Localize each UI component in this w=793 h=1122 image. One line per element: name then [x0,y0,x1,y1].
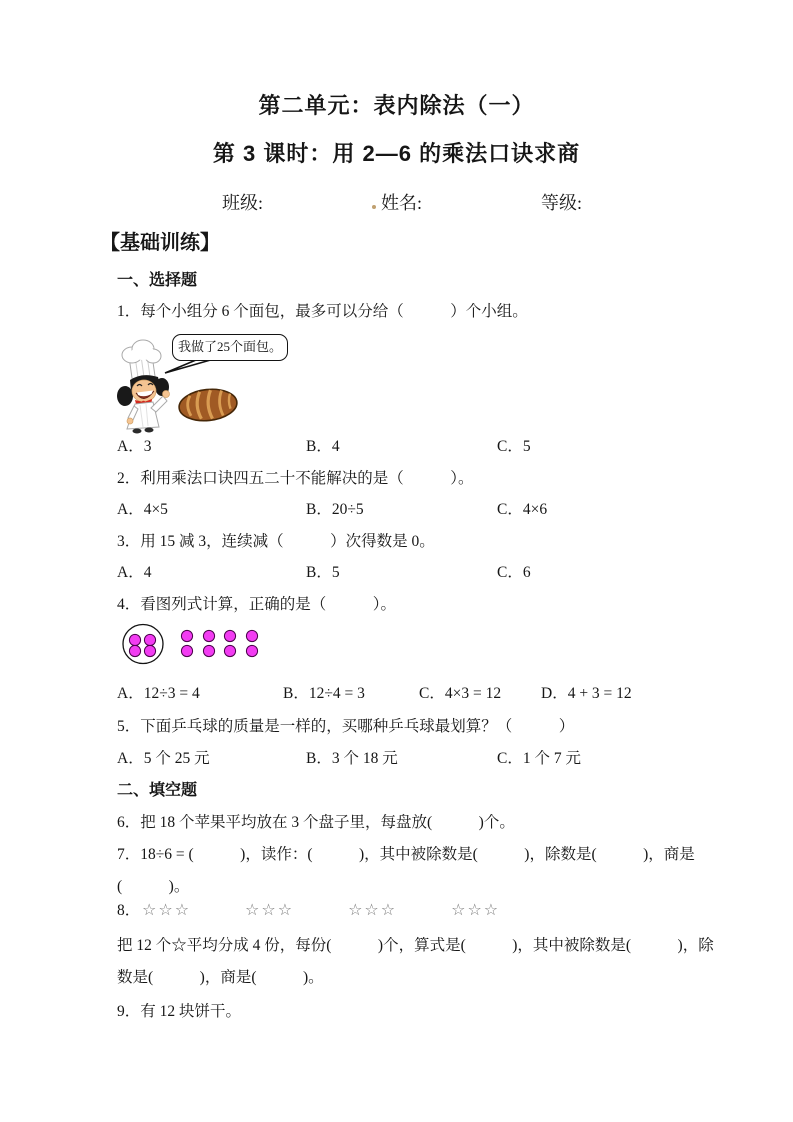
lesson-title: 第 3 课时：用 2—6 的乘法口诀求商 [212,141,581,166]
q5-option-b: B．3 个 18 元 [306,750,398,767]
q3-option-b: B．5 [306,564,340,581]
dots-outside-circle [181,630,257,656]
q2-option-c: C．4×6 [497,501,548,518]
question-1-text: 1．每个小组分 6 个面包，最多可以分给（ ）个小组。 [117,303,528,320]
question-8-line2: 数是( )，商是( )。 [117,969,324,986]
q5-option-a: A．5 个 25 元 [117,750,210,767]
question-3-text: 3．用 15 减 3，连续减（ ）次得数是 0。 [117,533,435,550]
question-8-number: 8． [117,902,141,919]
question-4-text: 4．看图列式计算，正确的是（ ）。 [117,596,397,613]
q2-option-b: B．20÷5 [306,501,364,518]
question-8-line1: 把 12 个☆平均分成 4 份，每份( )个，算式是( )，其中被除数是( )，除 [117,937,714,954]
group-circle [123,625,163,664]
bread-loaf-icon [178,387,239,424]
star-row-icons: ☆☆☆ ☆☆☆ ☆☆☆ ☆☆☆ [142,900,501,919]
stray-ink-dot [372,205,376,209]
q4-option-b: B．12÷4 = 3 [283,685,365,702]
question-2-text: 2．利用乘法口诀四五二十不能解决的是（ ）。 [117,470,474,487]
question-7-line1: 7．18÷6 = ( )，读作：( )，其中被除数是( )，除数是( )，商是 [117,846,695,863]
question-7-line2: ( )。 [117,878,190,895]
question-5-text: 5．下面乒乓球的质量是一样的，买哪种乒乓球最划算？（ ） [117,718,575,735]
q3-option-c: C．6 [497,564,531,581]
part1-heading: 一、选择题 [117,272,198,289]
basic-training-heading: 【基础训练】 [100,232,220,254]
q1-option-c: C．5 [497,438,531,455]
question-6-text: 6．把 18 个苹果平均放在 3 个盘子里，每盘放( )个。 [117,814,515,831]
q5-option-c: C．1 个 7 元 [497,750,581,767]
q1-option-a: A．3 [117,438,152,455]
q4-option-c: C．4×3 = 12 [419,685,502,702]
class-label: 班级: [222,193,264,213]
q4-option-a: A．12÷3 = 4 [117,685,200,702]
q2-option-a: A．4×5 [117,501,168,518]
name-label: 姓名: [381,193,423,213]
grade-label: 等级: [541,193,583,213]
unit-title: 第二单元：表内除法（一） [258,93,535,118]
q4-option-d: D．4 + 3 = 12 [541,685,632,702]
dots-in-circle [129,634,155,656]
question-9-text: 9．有 12 块饼干。 [117,1003,242,1020]
q3-option-a: A．4 [117,564,152,581]
part2-heading: 二、填空题 [117,782,198,799]
magenta-dots-grouping-illustration [117,612,267,674]
speech-bubble: 我做了25个面包。 [172,334,288,361]
q1-option-b: B．4 [306,438,340,455]
chef-face [132,380,156,402]
